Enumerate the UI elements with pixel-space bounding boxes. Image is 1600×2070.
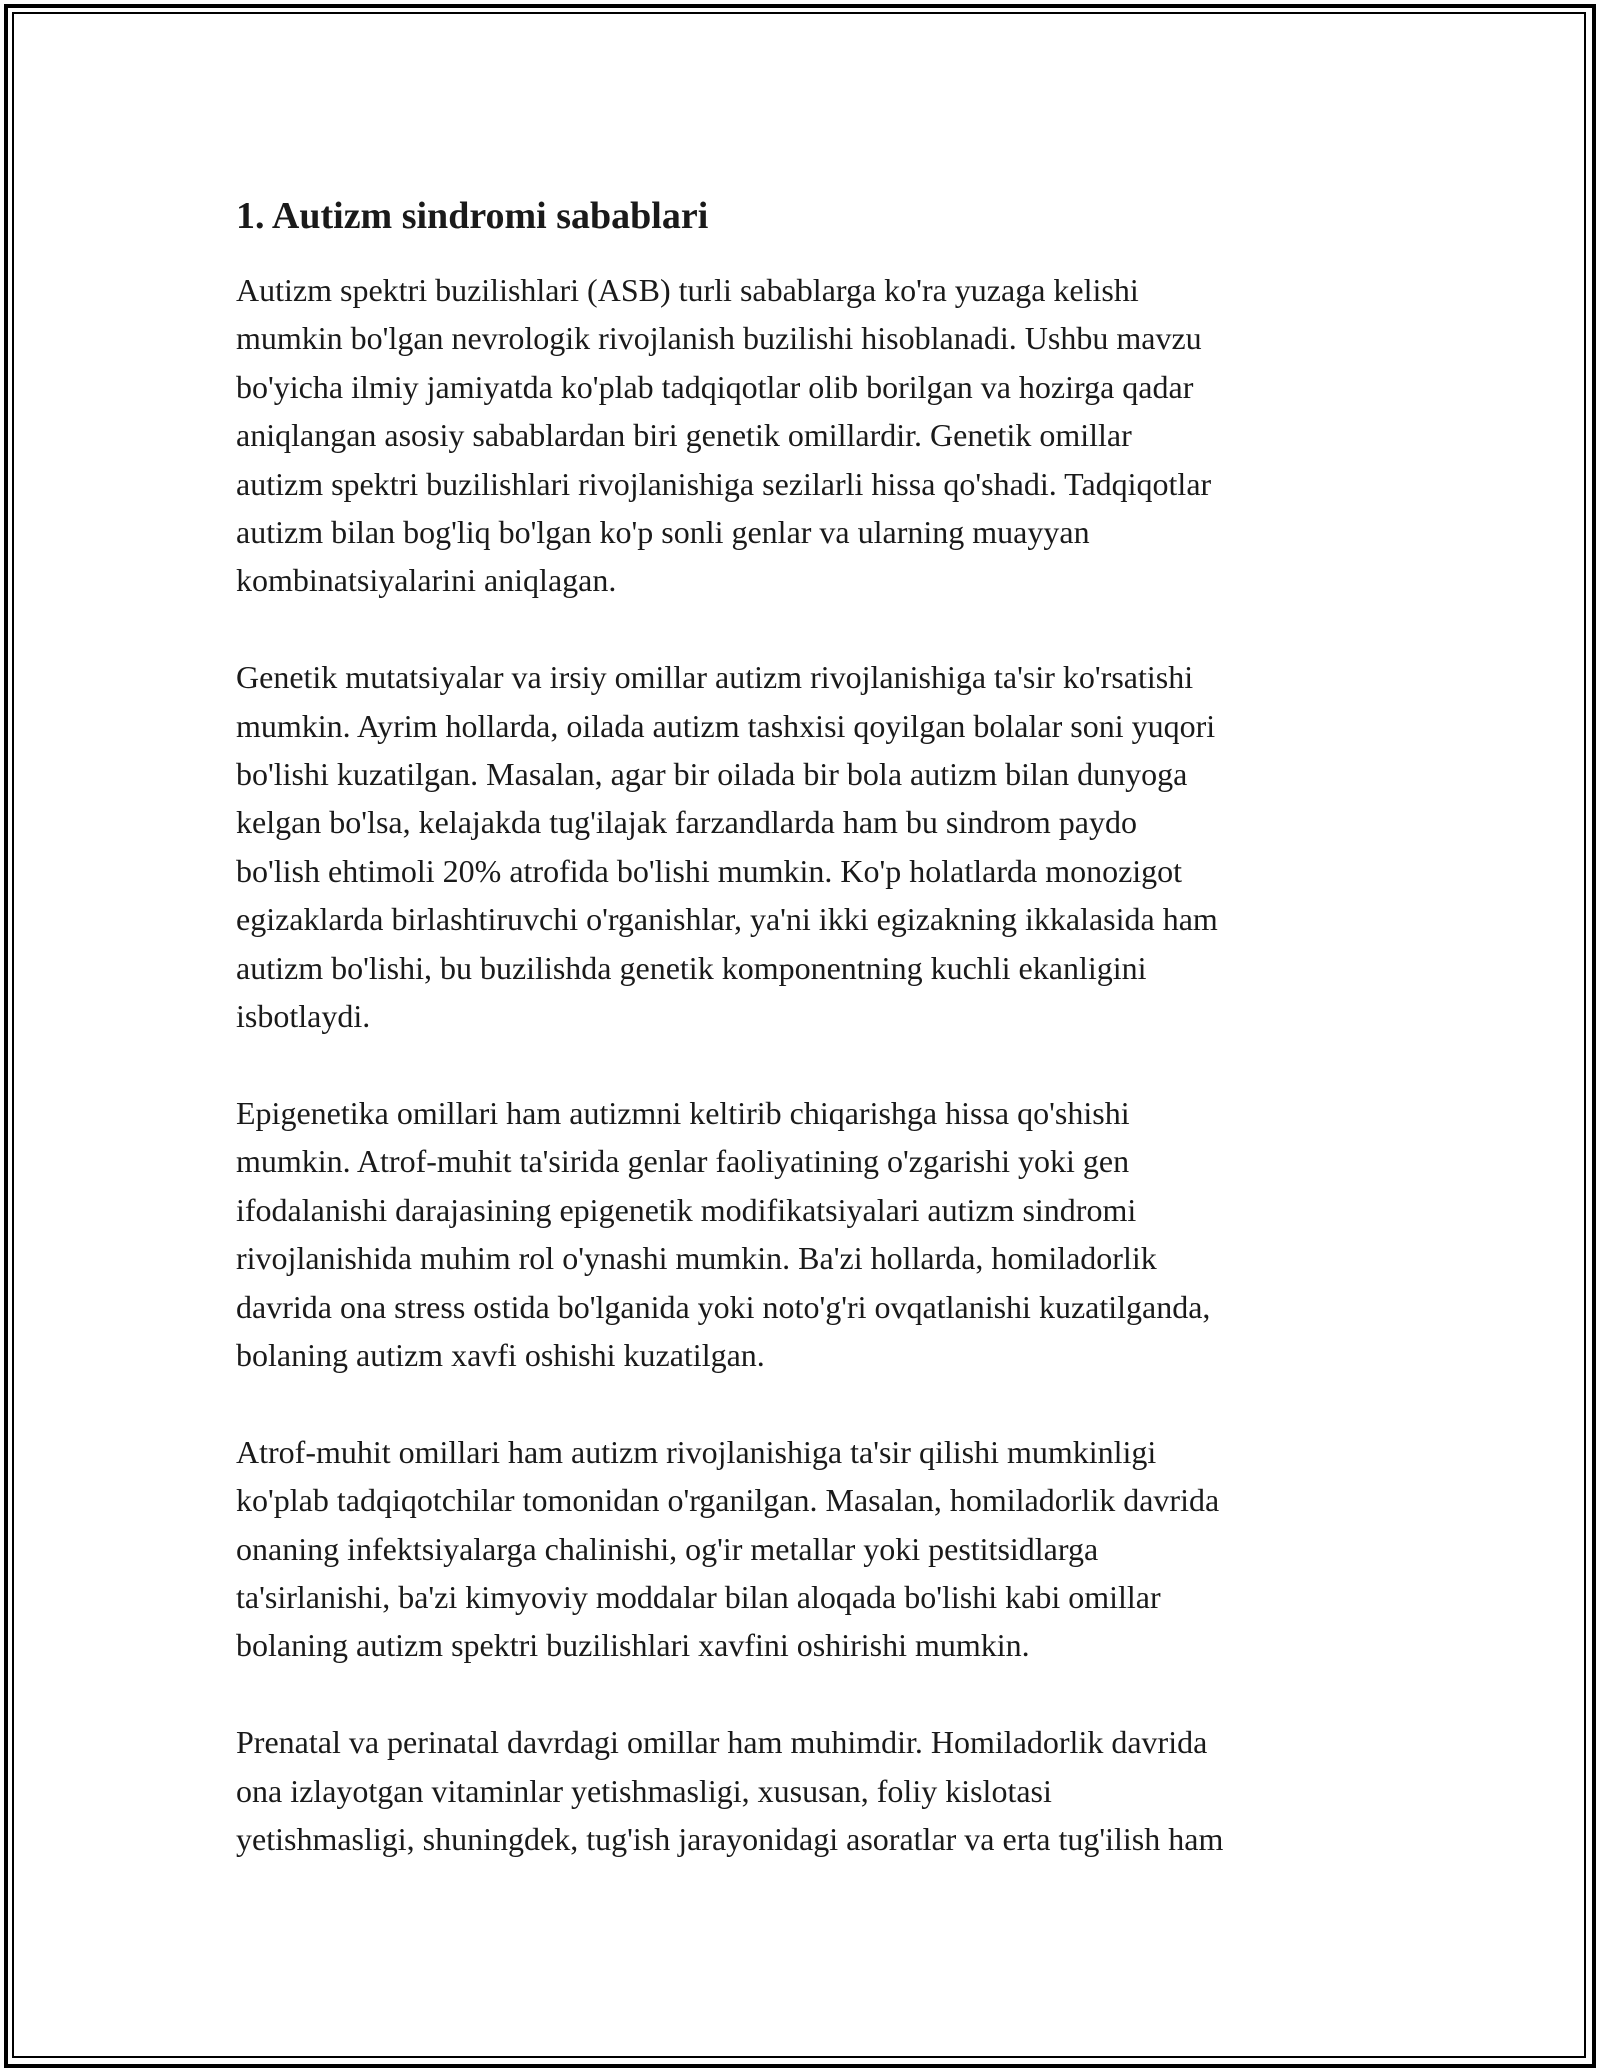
section-title: 1. Autizm sindromi sabablari [236,195,709,237]
document-body [236,188,1376,1912]
text-line: bo'yicha ilmiy jamiyatda ko'plab tadqiqotlar olib borilgan va hozirga qadar [236,368,1194,405]
text-line: autizm bo'lishi, bu buzilishda genetik komponentning kuchli ekanligini [236,949,1147,986]
text-line: kelgan bo'lsa, kelajakda tug'ilajak farzandlarda ham bu sindrom paydo [236,804,1137,841]
text-line: davrida ona stress ostida bo'lganida yoki noto'g'ri ovqatlanishi kuzatilganda, [236,1288,1211,1325]
text-line: isbotlaydi. [236,998,371,1035]
paragraph [236,653,1376,1040]
text-line: rivojlanishida muhim rol o'ynashi mumkin. Ba'zi hollarda, homiladorlik [236,1240,1157,1277]
text-line: autizm bilan bog'liq bo'lgan ko'p sonli genlar va ularning muayyan [236,514,1090,551]
text-line: yetishmasligi, shuningdek, tug'ish jarayonidagi asoratlar va erta tug'ilish ham [236,1820,1224,1857]
text-line: Atrof-muhit omillari ham autizm rivojlanishiga ta'sir qilishi mumkinligi [236,1433,1157,1470]
paragraph [236,1428,1376,1670]
text-line: mumkin. Atrof-muhit ta'sirida genlar faoliyatining o'zgarishi yoki gen [236,1143,1130,1180]
text-line: ta'sirlanishi, ba'zi kimyoviy moddalar bilan aloqada bo'lishi kabi omillar [236,1578,1161,1615]
paragraph [236,266,1376,605]
text-line: mumkin. Ayrim hollarda, oilada autizm tashxisi qoyilgan bolalar soni yuqori [236,707,1216,744]
text-line: bo'lishi kuzatilgan. Masalan, agar bir oilada bir bola autizm bilan dunyoga [236,756,1188,793]
text-line: Prenatal va perinatal davrdagi omillar ham muhimdir. Homiladorlik davrida [236,1724,1208,1761]
text-line: bolaning autizm xavfi oshishi kuzatilgan. [236,1336,765,1373]
text-line: mumkin bo'lgan nevrologik rivojlanish buzilishi hisoblanadi. Ushbu mavzu [236,320,1202,357]
text-line: onaning infektsiyalarga chalinishi, og'ir metallar yoki pestitsidlarga [236,1530,1099,1567]
text-line: bolaning autizm spektri buzilishlari xavfini oshirishi mumkin. [236,1627,1030,1664]
text-line: kombinatsiyalarini aniqlagan. [236,562,617,599]
text-line: Autizm spektri buzilishlari (ASB) turli sabablarga ko'ra yuzaga kelishi [236,272,1139,308]
text-line: ifodalanishi darajasining epigenetik modifikatsiyalari autizm sindromi [236,1191,1137,1228]
text-line: Genetik mutatsiyalar va irsiy omillar autizm rivojlanishiga ta'sir ko'rsatishi [236,659,1194,696]
text-line: egizaklarda birlashtiruvchi o'rganishlar, ya'ni ikki egizakning ikkalasida ham [236,901,1218,938]
text-line: Epigenetika omillari ham autizmni keltirib chiqarishga hissa qo'shishi [236,1094,1130,1131]
text-line: aniqlangan asosiy sabablardan biri genetik omillardir. Genetik omillar [236,417,1132,454]
text-line: bo'lish ehtimoli 20% atrofida bo'lishi mumkin. Ko'p holatlarda monozigot [236,852,1183,889]
text-line: ko'plab tadqiqotchilar tomonidan o'rganilgan. Masalan, homiladorlik davrida [236,1482,1220,1519]
paragraph-list [236,266,1376,1863]
text-line: ona izlayotgan vitaminlar yetishmasligi, xususan, foliy kislotasi [236,1772,1052,1809]
paragraph [236,1718,1376,1863]
paragraph [236,1089,1376,1379]
text-line: autizm spektri buzilishlari rivojlanishiga sezilarli hissa qo'shadi. Tadqiqotlar [236,465,1212,502]
